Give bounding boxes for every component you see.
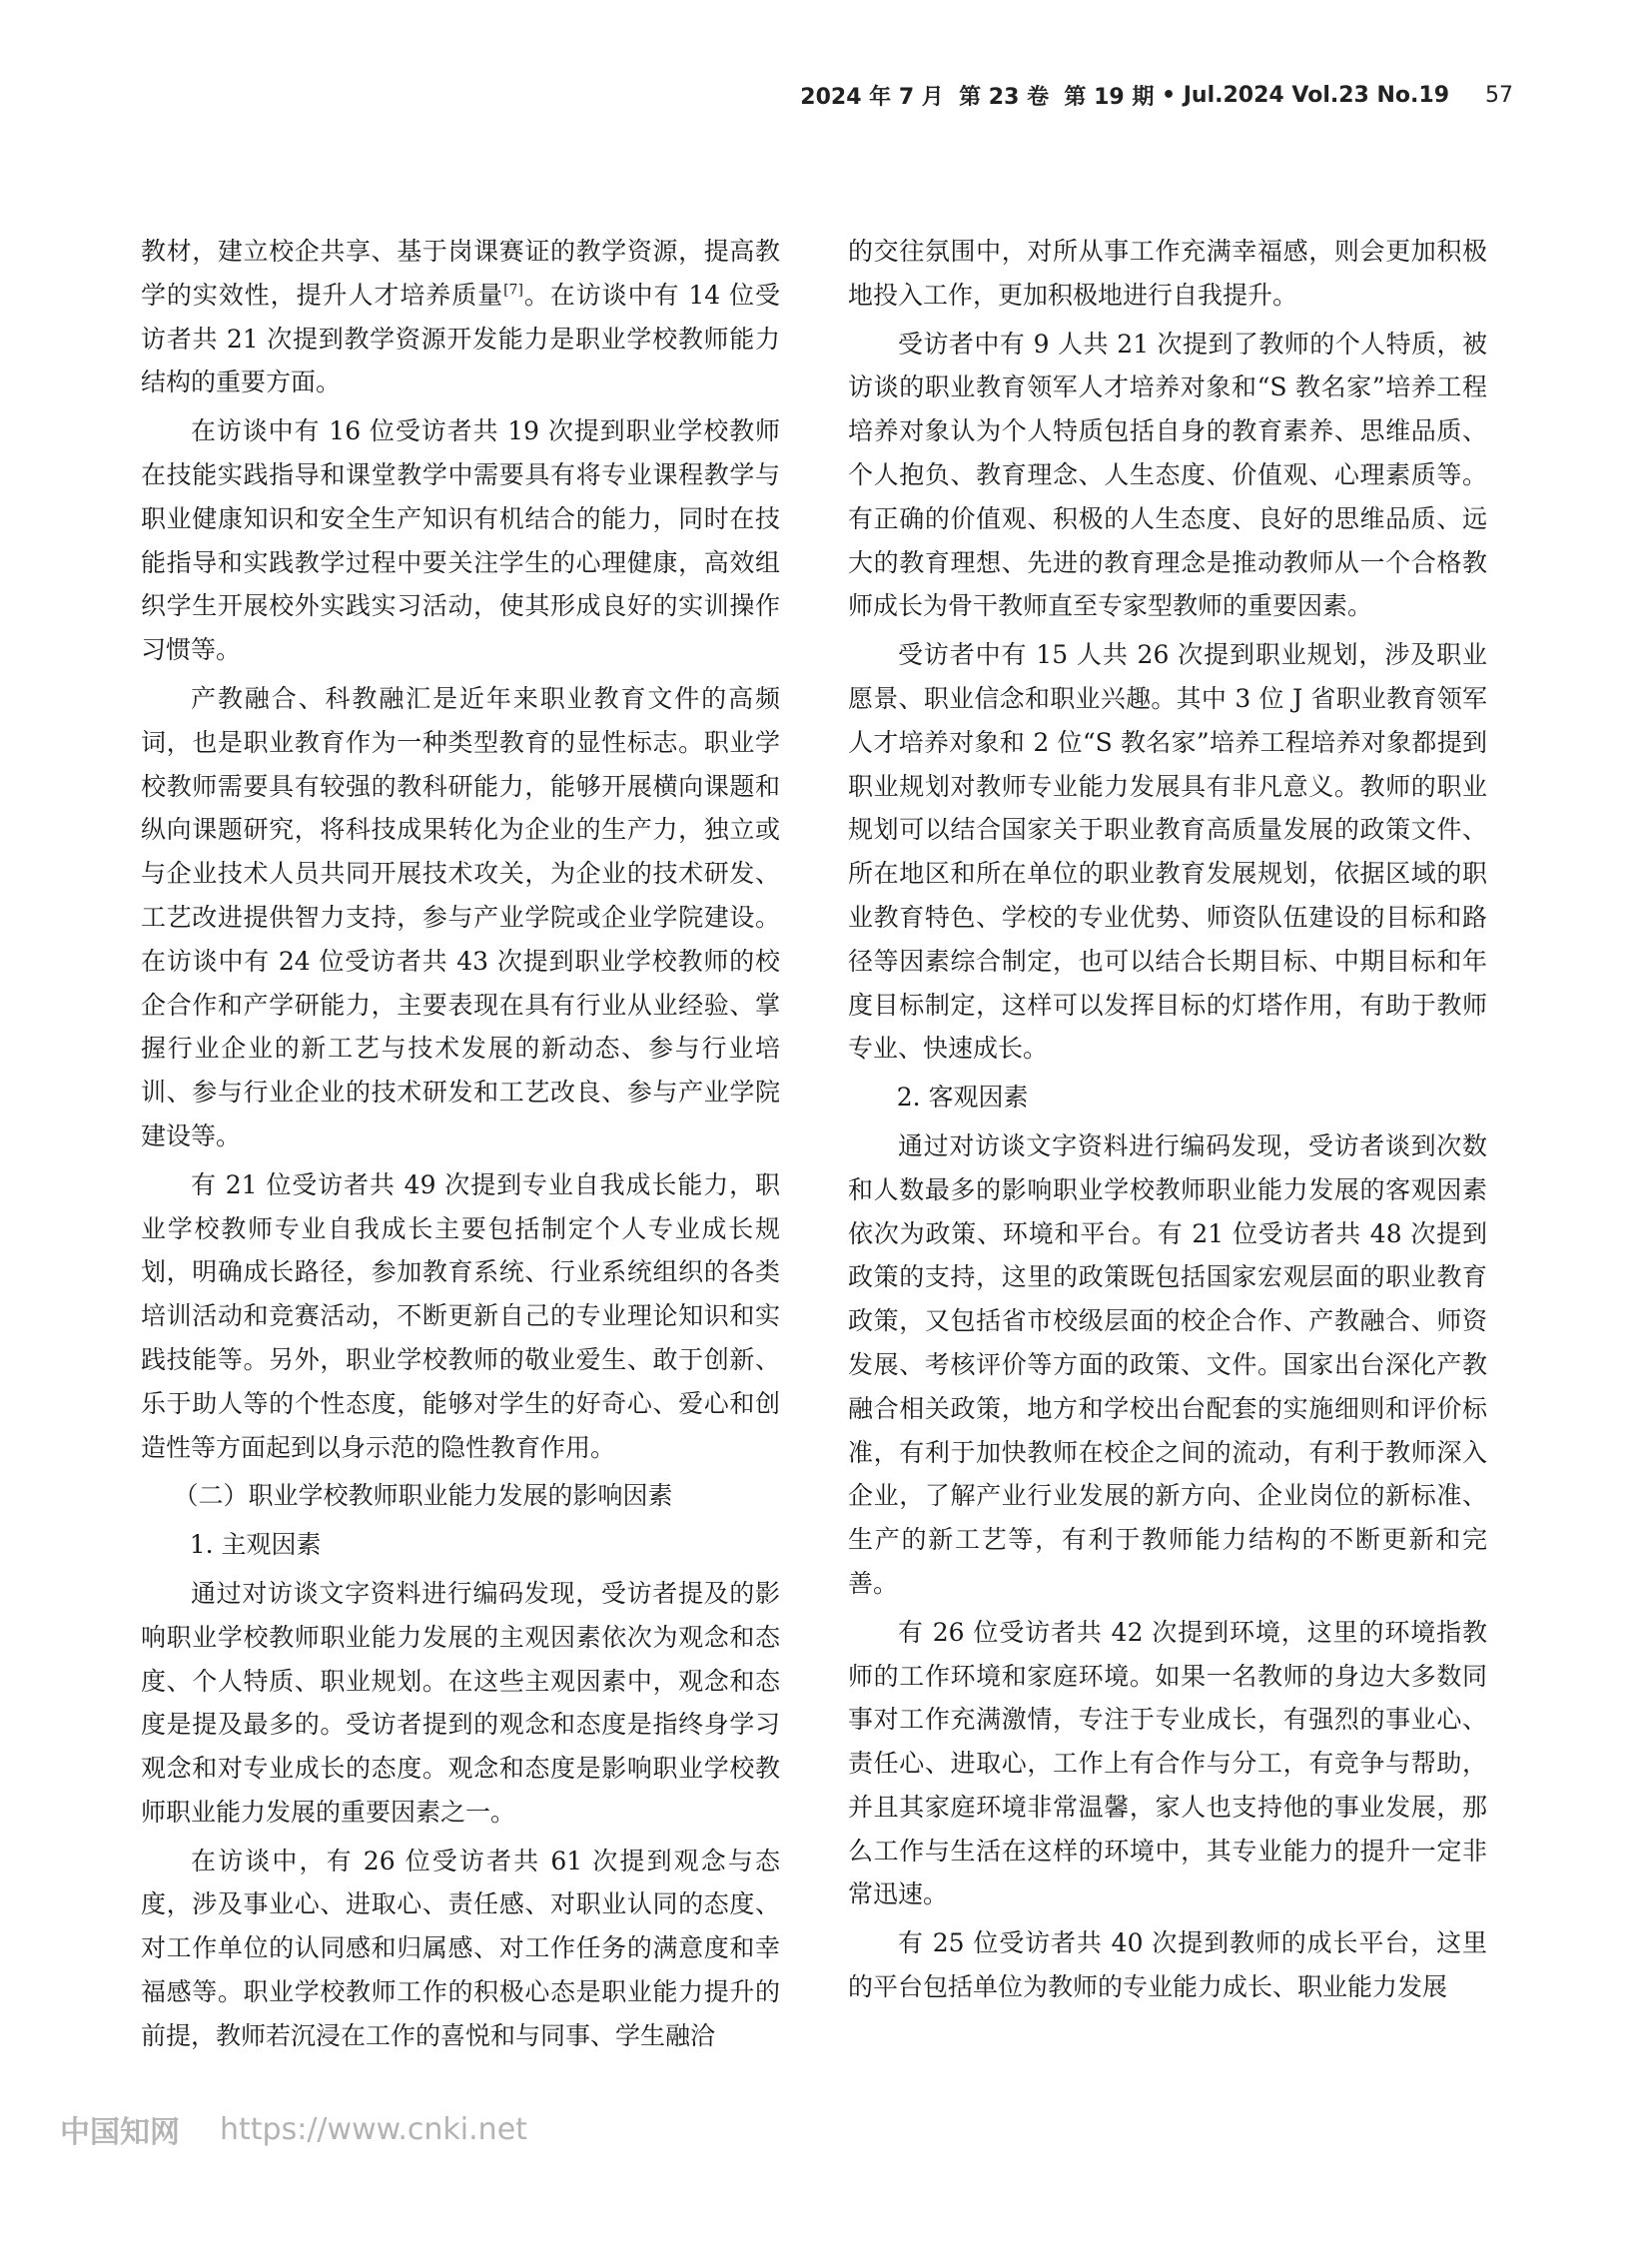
header-dot: •: [1162, 83, 1177, 108]
paragraph: 有 26 位受访者共 42 次提到环境，这里的环境指教师的工作环境和家庭环境。如果一名教师的身边大多数同事对工作充满激情，专注于专业成长，有强烈的事业心、责任心、进取心，工作上有合作与分工，有竞争与帮助，并且其家庭环境非常温馨，家人也支持他的事业发展，那么工作与生活在这样的环境中，其专业能力的提升一定非常迅速。: [848, 1617, 1487, 1909]
paragraph: 的交往氛围中，对所从事工作充满幸福感，则会更加积极地投入工作，更加积极地进行自我提升。: [848, 237, 1487, 310]
paragraph: 在访谈中，有 26 位受访者共 61 次提到观念与态度，涉及事业心、进取心、责任感、对职业认同的态度、对工作单位的认同感和归属感、对工作任务的满意度和幸福感等。职业学校教师工作的积极心态是职业能力提升的前提，教师若沉浸在工作的喜悦和与同事、学生融洽: [141, 1846, 780, 2050]
header-cn-date: 2024 年 7 月: [800, 85, 944, 110]
subsection-heading: 2. 客观因素: [896, 1083, 1029, 1113]
paragraph: [141, 230, 780, 404]
section-heading: （二）职业学校教师职业能力发展的影响因素: [173, 1481, 673, 1511]
paragraph: 在访谈中有 16 位受访者共 19 次提到职业学校教师在技能实践指导和课堂教学中需要具有将专业课程教学与职业健康知识和安全生产知识有机结合的能力，同时在技能指导和实践教学过程中要关注学生的心理健康，高效组织学生开展校外实践实习活动，使其形成良好的实训操作习惯等。: [141, 416, 780, 665]
watermark-footer: [60, 2107, 527, 2151]
cnki-url: https://www.cnki.net: [220, 2111, 527, 2147]
page-number: 57: [1485, 83, 1513, 108]
paragraph-text: 。在访谈中有 14 位受访者共 21 次提到教学资源开发能力是职业学校教师能力结构的重要方面。: [141, 280, 780, 397]
paragraph: 有 25 位受访者共 40 次提到教师的成长平台，这里的平台包括单位为教师的专业能力成长、职业能力发展: [848, 1928, 1487, 2002]
paragraph-text: 教材，建立校企共享、基于岗课赛证的教学资源，提高教学的实效性，提升人才培养质量: [141, 237, 780, 310]
header-en: Jul.2024 Vol.23 No.19: [1183, 83, 1449, 108]
citation: [7]: [503, 282, 523, 299]
paragraph: 受访者中有 15 人共 26 次提到职业规划，涉及职业愿景、职业信念和职业兴趣。其中 3 位 J 省职业教育领军人才培养对象和 2 位“S 教名家”培养工程培养对象都提到职业规划对教师专业能力发展具有非凡意义。教师的职业规划可以结合国家关于职业教育高质量发展的政策文件、所在地区和所在单位的职业教育发展规划，依据区域的职业教育特色、学校的专业优势、师资队伍建设的目标和路径等因素综合制定，也可以结合长期目标、中期目标和年度目标制定，这样可以发挥目标的灯塔作用，有助于教师专业、快速成长。: [848, 640, 1487, 1064]
paragraph: 通过对访谈文字资料进行编码发现，受访者谈到次数和人数最多的影响职业学校教师职业能力发展的客观因素依次为政策、环境和平台。有 21 位受访者共 48 次提到政策的支持，这里的政策既包括国家宏观层面的职业教育政策，又包括省市校级层面的校企合作、产教融合、师资发展、考核评价等方面的政策、文件。国家出台深化产教融合相关政策，地方和学校出台配套的实施细则和评价标准，有利于加快教师在校企之间的流动，有利于教师深入企业，了解产业行业发展的新方向、企业岗位的新标准、生产的新工艺等，有利于教师能力结构的不断更新和完善。: [848, 1130, 1487, 1598]
paragraph: 产教融合、科教融汇是近年来职业教育文件的高频词，也是职业教育作为一种类型教育的显性标志。职业学校教师需要具有较强的教科研能力，能够开展横向课题和纵向课题研究，将科技成果转化为企业的生产力，独立或与企业技术人员共同开展技术攻关，为企业的技术研发、工艺改进提供智力支持，参与产业学院或企业学院建设。在访谈中有 24 位受访者共 43 次提到职业学校教师的校企合作和产学研能力，主要表现在具有行业从业经验、掌握行业企业的新工艺与技术发展的新动态、参与行业培训、参与行业企业的技术研发和工艺改良、参与产业学院建设等。: [141, 683, 780, 1150]
left-column: [141, 230, 780, 2063]
cnki-logo: 中国知网: [60, 2115, 180, 2150]
paragraph: 受访者中有 9 人共 21 次提到了教师的个人特质，被访谈的职业教育领军人才培养对象和“S 教名家”培养工程培养对象认为个人特质包括自身的教育素养、思维品质、个人抱负、教育理念、人生态度、价值观、心理素质等。有正确的价值观、积极的人生态度、良好的思维品质、远大的教育理想、先进的教育理念是推动教师从一个合格教师成长为骨干教师直至专家型教师的重要因素。: [848, 329, 1487, 621]
subsection-heading: 1. 主观因素: [189, 1530, 322, 1560]
header-volume: 第 23 卷: [959, 85, 1050, 110]
header-issue: 第 19 期: [1064, 85, 1155, 110]
right-column: [848, 230, 1487, 2014]
paragraph: 有 21 位受访者共 49 次提到专业自我成长能力，职业学校教师专业自我成长主要包括制定个人专业成长规划，明确成长路径，参加教育系统、行业系统组织的各类培训活动和竞赛活动，不断更新自己的专业理论知识和实践技能等。另外，职业学校教师的敬业爱生、敢于创新、乐于助人等的个性态度，能够对学生的好奇心、爱心和创造性等方面起到以身示范的隐性教育作用。: [141, 1169, 780, 1462]
paragraph: 通过对访谈文字资料进行编码发现，受访者提及的影响职业学校教师职业能力发展的主观因素依次为观念和态度、个人特质、职业规划。在这些主观因素中，观念和态度是提及最多的。受访者提到的观念和态度是指终身学习观念和对专业成长的态度。观念和态度是影响职业学校教师职业能力发展的重要因素之一。: [141, 1578, 780, 1827]
running-header: [140, 80, 1513, 111]
